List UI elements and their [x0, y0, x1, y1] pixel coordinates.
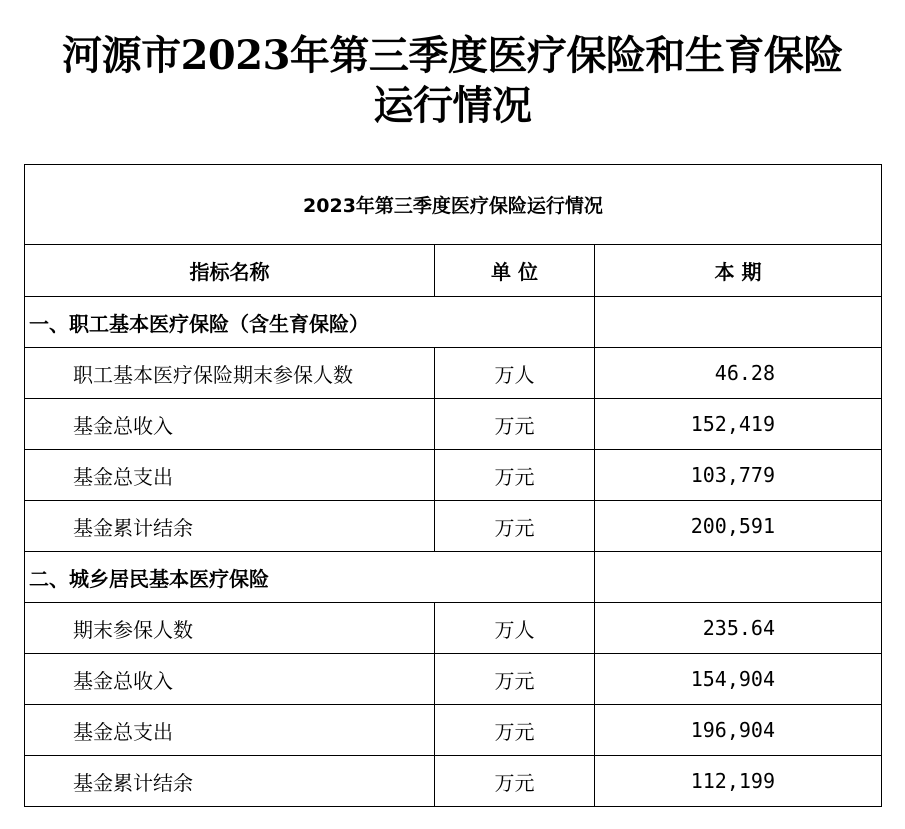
table-row — [25, 348, 882, 399]
column-header-unit: 单 位 — [435, 245, 595, 297]
section-heading: 二、城乡居民基本医疗保险 — [25, 552, 595, 603]
table-caption: 2023年第三季度医疗保险运行情况 — [25, 165, 882, 245]
indicator-name: 职工基本医疗保险期末参保人数 — [25, 348, 435, 399]
column-header-name: 指标名称 — [25, 245, 435, 297]
section-row — [25, 297, 882, 348]
table-header-row — [25, 245, 882, 297]
indicator-unit: 万元 — [435, 654, 595, 705]
indicator-value: 103,779 — [595, 450, 882, 501]
table-row — [25, 450, 882, 501]
table-row — [25, 603, 882, 654]
indicator-name: 基金总收入 — [25, 399, 435, 450]
indicator-value: 154,904 — [595, 654, 882, 705]
indicator-value: 46.28 — [595, 348, 882, 399]
indicator-unit: 万元 — [435, 705, 595, 756]
indicator-name: 基金累计结余 — [25, 501, 435, 552]
indicator-unit: 万人 — [435, 348, 595, 399]
medical-insurance-table — [24, 164, 882, 807]
indicator-unit: 万元 — [435, 399, 595, 450]
indicator-name: 基金总支出 — [25, 450, 435, 501]
indicator-name: 期末参保人数 — [25, 603, 435, 654]
table-row — [25, 501, 882, 552]
section-row — [25, 552, 882, 603]
indicator-name: 基金累计结余 — [25, 756, 435, 807]
table-row — [25, 756, 882, 807]
section-empty-cell — [595, 552, 882, 603]
indicator-unit: 万元 — [435, 450, 595, 501]
section-empty-cell — [595, 297, 882, 348]
page-title: 河源市2023年第三季度医疗保险和生育保险 — [62, 32, 843, 79]
indicator-unit: 万人 — [435, 603, 595, 654]
table-row — [25, 399, 882, 450]
indicator-unit: 万元 — [435, 756, 595, 807]
indicator-value: 200,591 — [595, 501, 882, 552]
column-header-value: 本 期 — [595, 245, 882, 297]
indicator-value: 235.64 — [595, 603, 882, 654]
table-caption-row — [25, 165, 882, 245]
page-title-continued: 运行情况 — [373, 82, 532, 129]
table-row — [25, 654, 882, 705]
indicator-name: 基金总支出 — [25, 705, 435, 756]
table-row — [25, 705, 882, 756]
indicator-unit: 万元 — [435, 501, 595, 552]
section-heading: 一、职工基本医疗保险（含生育保险） — [25, 297, 595, 348]
indicator-name: 基金总收入 — [25, 654, 435, 705]
indicator-value: 112,199 — [595, 756, 882, 807]
indicator-value: 196,904 — [595, 705, 882, 756]
indicator-value: 152,419 — [595, 399, 882, 450]
